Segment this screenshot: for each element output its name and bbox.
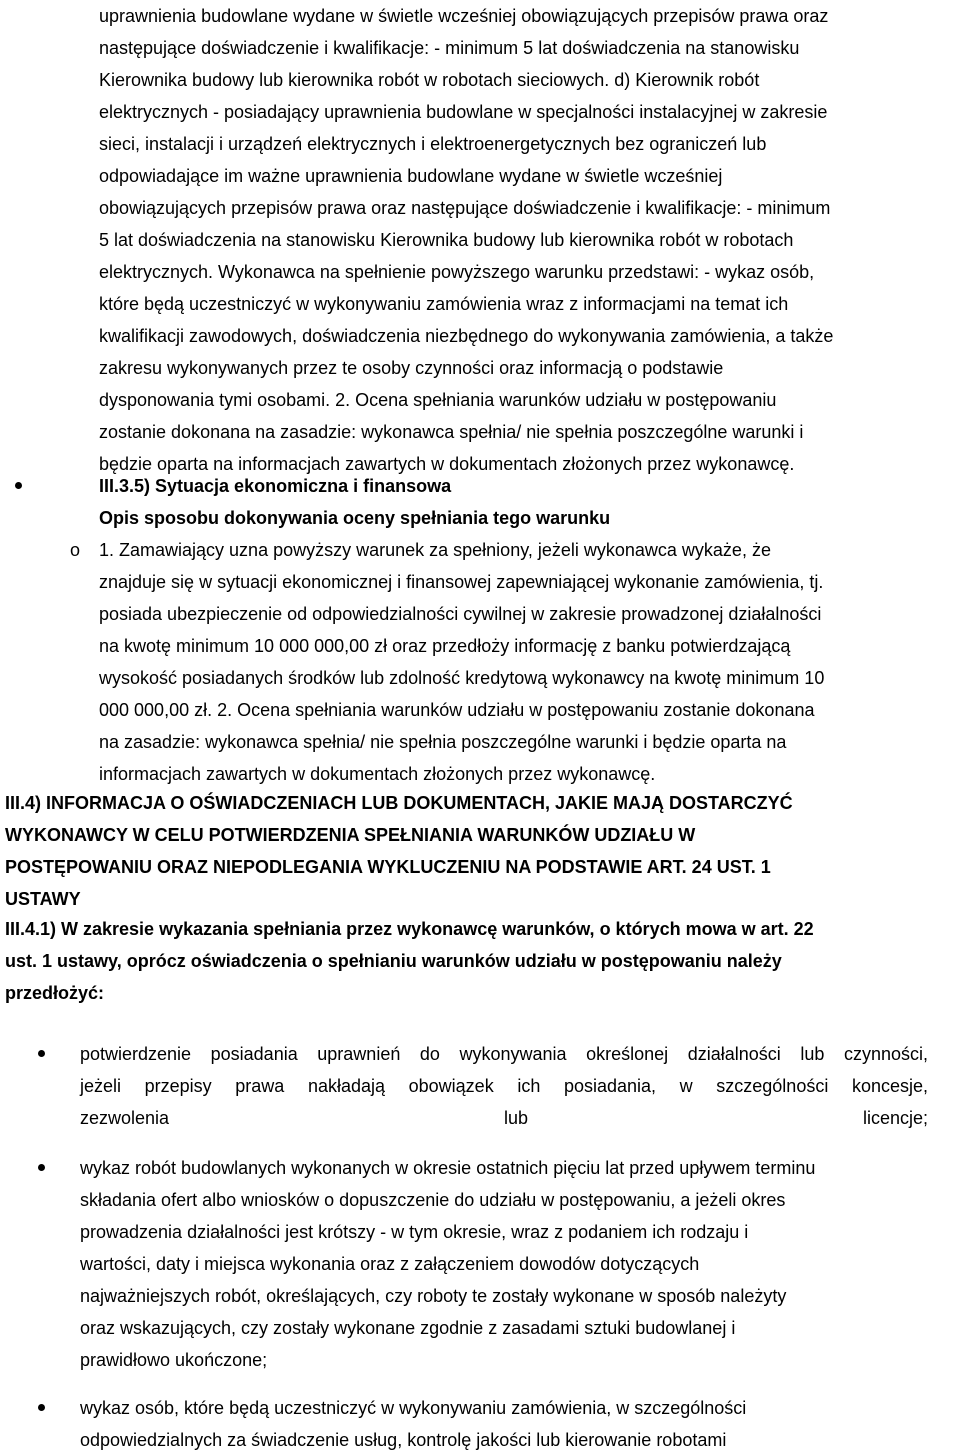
section-subtitle-iii35: Opis sposobu dokonywania oceny spełniania tego warunku xyxy=(99,508,611,528)
section-title-iii35: III.3.5) Sytuacja ekonomiczna i finansowa xyxy=(99,476,452,496)
heading-line: ust. 1 ustawy, oprócz oświadczenia o spełnianiu warunków udziału w postępowaniu należy xyxy=(5,951,782,971)
text-line: informacjach zawartych w dokumentach złożonych przez wykonawcę. xyxy=(99,764,656,784)
text-line: oraz wskazujących, czy zostały wykonane zgodnie z zasadami sztuki budowlanej i xyxy=(80,1318,736,1338)
text-line: elektrycznych - posiadający uprawnienia budowlane w specjalności instalacyjnej w zakresie xyxy=(99,102,828,122)
text-line: wysokość posiadanych środków lub zdolność kredytową wykonawcy na kwotę minimum 10 xyxy=(99,668,825,688)
text-line: posiada ubezpieczenie od odpowiedzialności cywilnej w zakresie prowadzonej działalności xyxy=(99,604,822,624)
text-line: zezwolenia lub licencje; xyxy=(80,1108,928,1128)
text-line: wykaz robót budowlanych wykonanych w okresie ostatnich pięciu lat przed upływem terminu xyxy=(80,1158,816,1178)
list-item xyxy=(80,1392,928,1456)
bullet-icon xyxy=(38,1404,45,1411)
text-line: znajduje się w sytuacji ekonomicznej i finansowej zapewniającej wykonanie zamówienia, tj. xyxy=(99,572,824,592)
bullet-icon xyxy=(38,1164,45,1171)
text-line: na kwotę minimum 10 000 000,00 zł oraz przedłoży informację z banku potwierdzającą xyxy=(99,636,791,656)
text-line: uprawnienia budowlane wydane w świetle wcześniej obowiązujących przepisów prawa oraz xyxy=(99,6,829,26)
text-line: sieci, instalacji i urządzeń elektrycznych i elektroenergetycznych bez ograniczeń lub xyxy=(99,134,767,154)
hollow-bullet-icon: o xyxy=(70,540,81,560)
text-line: dysponowania tymi osobami. 2. Ocena spełniania warunków udziału w postępowaniu xyxy=(99,390,777,410)
list-item xyxy=(80,1038,928,1134)
heading-line: III.4) INFORMACJA O OŚWIADCZENIACH LUB DOKUMENTACH, JAKIE MAJĄ DOSTARCZYĆ xyxy=(5,793,793,813)
text-line: prawidłowo ukończone; xyxy=(80,1350,268,1370)
text-line: 5 lat doświadczenia na stanowisku Kierownika budowy lub kierownika robót w robotach xyxy=(99,230,794,250)
text-line: będzie oparta na informacjach zawartych w dokumentach złożonych przez wykonawcę. xyxy=(99,454,795,474)
text-line: prowadzenia działalności jest krótszy - w tym okresie, wraz z podaniem ich rodzaju i xyxy=(80,1222,749,1242)
paragraph-personnel-requirements xyxy=(99,0,957,480)
text-line: jeżeli przepisy prawa nakładają obowiązek ich posiadania, w szczególności koncesje, xyxy=(80,1076,928,1096)
text-line: odpowiadające im ważne uprawnienia budowlane wydane w świetle wcześniej xyxy=(99,166,723,186)
text-line: składania ofert albo wniosków o dopuszczenie do udziału w postępowaniu, a jeżeli okres xyxy=(80,1190,786,1210)
heading-line: III.4.1) W zakresie wykazania spełniania przez wykonawcę warunków, o których mowa w art. 22 xyxy=(5,919,814,939)
text-line: obowiązujących przepisów prawa oraz następujące doświadczenie i kwalifikacje: - minimum xyxy=(99,198,831,218)
text-line: wartości, daty i miejsca wykonania oraz z załączeniem dowodów dotyczących xyxy=(80,1254,700,1274)
text-line: najważniejszych robót, określających, czy roboty te zostały wykonane w sposób należyty xyxy=(80,1286,787,1306)
text-line: Kierownika budowy lub kierownika robót w robotach sieciowych. d) Kierownik robót xyxy=(99,70,760,90)
heading-line: POSTĘPOWANIU ORAZ NIEPODLEGANIA WYKLUCZENIU NA PODSTAWIE ART. 24 UST. 1 xyxy=(5,857,771,877)
text-line: potwierdzenie posiadania uprawnień do wykonywania określonej działalności lub czynności, xyxy=(80,1044,928,1064)
bullet-icon xyxy=(38,1050,45,1057)
list-item xyxy=(80,1152,928,1376)
heading-line: USTAWY xyxy=(5,889,81,909)
text-line: odpowiedzialnych za świadczenie usług, kontrolę jakości lub kierowanie robotami xyxy=(80,1430,727,1450)
text-line: kwalifikacji zawodowych, doświadczenia niezbędnego do wykonywania zamówienia, a także xyxy=(99,326,834,346)
heading-line: przedłożyć: xyxy=(5,983,105,1003)
text-line: 000 000,00 zł. 2. Ocena spełniania warunków udziału w postępowaniu zostanie dokonana xyxy=(99,700,815,720)
text-line: które będą uczestniczyć w wykonywaniu zamówienia wraz z informacjami na temat ich xyxy=(99,294,789,314)
text-line: zakresu wykonywanych przez te osoby czynności oraz informacją o podstawie xyxy=(99,358,724,378)
text-line: następujące doświadczenie i kwalifikacje: - minimum 5 lat doświadczenia na stanowisku xyxy=(99,38,800,58)
text-line: zostanie dokonana na zasadzie: wykonawca spełnia/ nie spełnia poszczególne warunki i xyxy=(99,422,804,442)
text-line: na zasadzie: wykonawca spełnia/ nie spełnia poszczególne warunki i będzie oparta na xyxy=(99,732,787,752)
section-heading-iii41 xyxy=(5,913,957,1009)
bullet-icon xyxy=(15,482,22,489)
text-line: 1. Zamawiający uzna powyższy warunek za spełniony, jeżeli wykonawca wykaże, że xyxy=(99,540,771,560)
heading-line: WYKONAWCY W CELU POTWIERDZENIA SPEŁNIANIA WARUNKÓW UDZIAŁU W xyxy=(5,825,696,845)
text-line: elektrycznych. Wykonawca na spełnienie powyższego warunku przedstawi: - wykaz osób, xyxy=(99,262,815,282)
section-heading-iii4 xyxy=(5,787,957,915)
text-line: wykaz osób, które będą uczestniczyć w wykonywaniu zamówienia, w szczególności xyxy=(80,1398,747,1418)
paragraph-economic-condition xyxy=(99,534,957,790)
